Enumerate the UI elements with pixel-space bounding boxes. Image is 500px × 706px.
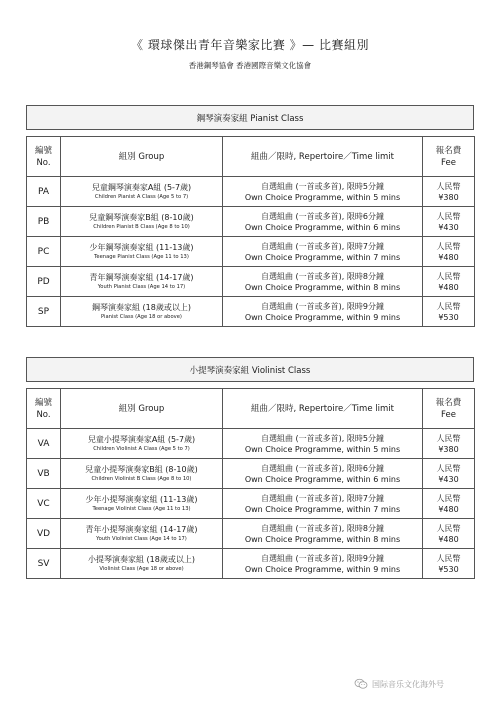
header-code	[27, 389, 61, 429]
page-subtitle: 香港鋼琴協會 香港國際音樂文化協會	[188, 61, 312, 70]
header-code-zh: 編號	[34, 397, 52, 408]
header-code-zh: 編號	[34, 145, 52, 156]
class-repertoire	[223, 459, 423, 489]
class-repertoire	[223, 297, 423, 327]
class-repertoire	[223, 267, 423, 297]
repertoire-en: Own Choice Programme, within 7 mins	[244, 252, 401, 262]
violinist-section	[26, 357, 474, 579]
table-row	[27, 207, 475, 237]
fee-amount: ¥480	[438, 252, 459, 262]
repertoire-zh: 自選組曲 (一首或多首), 限時7分鐘	[261, 493, 384, 503]
fee-amount: ¥380	[438, 444, 459, 454]
fee-currency: 人民幣	[436, 241, 461, 251]
fee-currency: 人民幣	[436, 553, 461, 563]
header-fee	[423, 137, 475, 177]
class-repertoire	[223, 549, 423, 579]
section-header: 小提琴演奏家組 Violinist Class	[26, 357, 474, 382]
class-repertoire	[223, 429, 423, 459]
class-code: PA	[27, 177, 61, 207]
class-repertoire	[223, 207, 423, 237]
repertoire-en: Own Choice Programme, within 6 mins	[244, 474, 401, 484]
repertoire-zh: 自選組曲 (一首或多首), 限時8分鐘	[261, 523, 384, 533]
repertoire-zh: 自選組曲 (一首或多首), 限時5分鐘	[261, 181, 384, 191]
class-code: PC	[27, 237, 61, 267]
header-repertoire: 組曲／限時, Repertoire／Time limit	[223, 389, 423, 429]
class-group	[61, 489, 223, 519]
group-en: Pianist Class (Age 18 or above)	[101, 314, 182, 320]
group-zh: 兒童小提琴演奏家B組 (8-10歲)	[85, 465, 198, 474]
class-fee	[423, 267, 475, 297]
table-row	[27, 267, 475, 297]
watermark-text: 国际音乐文化海外号	[372, 679, 444, 689]
class-fee	[423, 237, 475, 267]
header-fee	[423, 389, 475, 429]
class-fee	[423, 519, 475, 549]
class-code: VD	[27, 519, 61, 549]
table-header-row	[27, 389, 475, 429]
table-row	[27, 459, 475, 489]
repertoire-zh: 自選組曲 (一首或多首), 限時6分鐘	[261, 463, 384, 473]
fee-currency: 人民幣	[436, 301, 461, 311]
section-header: 鋼琴演奏家組 Pianist Class	[26, 105, 474, 130]
repertoire-en: Own Choice Programme, within 5 mins	[244, 444, 401, 454]
pianist-section	[26, 105, 474, 327]
repertoire-en: Own Choice Programme, within 8 mins	[244, 534, 401, 544]
group-zh: 少年鋼琴演奏家組 (11-13歲)	[89, 243, 194, 252]
group-zh: 小提琴演奏家組 (18歲或以上)	[88, 555, 195, 564]
group-zh: 青年小提琴演奏家組 (14-17歲)	[85, 525, 198, 534]
group-en: Children Pianist B Class (Age 8 to 10)	[93, 224, 190, 230]
group-zh: 兒童鋼琴演奏家B組 (8-10歲)	[89, 213, 194, 222]
page-title: 《 環球傑出青年音樂家比賽 》— 比賽組別	[131, 38, 369, 52]
class-code: SP	[27, 297, 61, 327]
repertoire-zh: 自選組曲 (一首或多首), 限時9分鐘	[261, 553, 384, 563]
table-row	[27, 237, 475, 267]
class-code: VA	[27, 429, 61, 459]
repertoire-en: Own Choice Programme, within 5 mins	[244, 192, 401, 202]
table-row	[27, 297, 475, 327]
group-zh: 兒童小提琴演奏家A組 (5-7歲)	[87, 435, 196, 444]
group-en: Teenage Violinist Class (Age 11 to 13)	[92, 506, 191, 512]
group-en: Children Pianist A Class (Age 5 to 7)	[94, 194, 189, 200]
fee-currency: 人民幣	[436, 523, 461, 533]
header-fee-zh: 報名費	[435, 145, 462, 156]
fee-amount: ¥530	[438, 564, 459, 574]
header-group: 組別 Group	[61, 137, 223, 177]
repertoire-zh: 自選組曲 (一首或多首), 限時9分鐘	[261, 301, 384, 311]
group-en: Youth Pianist Class (Age 14 to 17)	[97, 284, 186, 290]
table-row	[27, 549, 475, 579]
class-fee	[423, 177, 475, 207]
fee-amount: ¥430	[438, 222, 459, 232]
repertoire-en: Own Choice Programme, within 8 mins	[244, 282, 401, 292]
violinist-table	[26, 388, 475, 579]
repertoire-en: Own Choice Programme, within 9 mins	[244, 564, 401, 574]
class-fee	[423, 297, 475, 327]
header-code-en: No.	[36, 157, 51, 168]
class-fee	[423, 207, 475, 237]
repertoire-zh: 自選組曲 (一首或多首), 限時5分鐘	[261, 433, 384, 443]
class-fee	[423, 489, 475, 519]
class-group	[61, 237, 223, 267]
class-group	[61, 549, 223, 579]
repertoire-zh: 自選組曲 (一首或多首), 限時7分鐘	[261, 241, 384, 251]
group-zh: 鋼琴演奏家組 (18歲或以上)	[92, 303, 191, 312]
class-code: SV	[27, 549, 61, 579]
class-fee	[423, 549, 475, 579]
group-en: Youth Violinist Class (Age 14 to 17)	[96, 536, 187, 542]
table-row	[27, 429, 475, 459]
pianist-table	[26, 136, 475, 327]
fee-currency: 人民幣	[436, 493, 461, 503]
fee-currency: 人民幣	[436, 271, 461, 281]
class-group	[61, 297, 223, 327]
fee-currency: 人民幣	[436, 211, 461, 221]
class-repertoire	[223, 489, 423, 519]
class-repertoire	[223, 519, 423, 549]
header-code-en: No.	[36, 409, 51, 420]
repertoire-zh: 自選組曲 (一首或多首), 限時8分鐘	[261, 271, 384, 281]
class-group	[61, 429, 223, 459]
repertoire-en: Own Choice Programme, within 6 mins	[244, 222, 401, 232]
class-repertoire	[223, 177, 423, 207]
header-code	[27, 137, 61, 177]
fee-currency: 人民幣	[436, 433, 461, 443]
header-group: 組別 Group	[61, 389, 223, 429]
table-row	[27, 519, 475, 549]
class-group	[61, 459, 223, 489]
class-repertoire	[223, 237, 423, 267]
group-zh: 少年小提琴演奏家組 (11-13歲)	[85, 495, 198, 504]
group-en: Teenage Pianist Class (Age 11 to 13)	[94, 254, 189, 260]
group-en: Children Violinist A Class (Age 5 to 7)	[93, 446, 190, 452]
header-fee-en: Fee	[441, 157, 456, 168]
class-group	[61, 177, 223, 207]
class-code: VB	[27, 459, 61, 489]
header-repertoire: 組曲／限時, Repertoire／Time limit	[223, 137, 423, 177]
table-header-row	[27, 137, 475, 177]
fee-amount: ¥530	[438, 312, 459, 322]
group-en: Violinist Class (Age 18 or above)	[99, 566, 184, 572]
fee-amount: ¥430	[438, 474, 459, 484]
class-fee	[423, 429, 475, 459]
class-group	[61, 207, 223, 237]
header-fee-zh: 報名費	[435, 397, 462, 408]
fee-amount: ¥480	[438, 534, 459, 544]
group-zh: 青年鋼琴演奏家組 (14-17歲)	[89, 273, 194, 282]
group-en: Children Violinist B Class (Age 8 to 10)	[91, 476, 192, 482]
fee-amount: ¥480	[438, 282, 459, 292]
class-group	[61, 267, 223, 297]
fee-currency: 人民幣	[436, 181, 461, 191]
group-zh: 兒童鋼琴演奏家A組 (5-7歲)	[91, 183, 192, 192]
class-code: PD	[27, 267, 61, 297]
class-group	[61, 519, 223, 549]
table-row	[27, 177, 475, 207]
watermark	[354, 678, 444, 690]
header-fee-en: Fee	[441, 409, 456, 420]
repertoire-zh: 自選組曲 (一首或多首), 限時6分鐘	[261, 211, 384, 221]
fee-amount: ¥480	[438, 504, 459, 514]
fee-currency: 人民幣	[436, 463, 461, 473]
wechat-icon	[354, 678, 368, 690]
repertoire-en: Own Choice Programme, within 7 mins	[244, 504, 401, 514]
fee-amount: ¥380	[438, 192, 459, 202]
class-fee	[423, 459, 475, 489]
repertoire-en: Own Choice Programme, within 9 mins	[244, 312, 401, 322]
class-code: VC	[27, 489, 61, 519]
class-code: PB	[27, 207, 61, 237]
table-row	[27, 489, 475, 519]
